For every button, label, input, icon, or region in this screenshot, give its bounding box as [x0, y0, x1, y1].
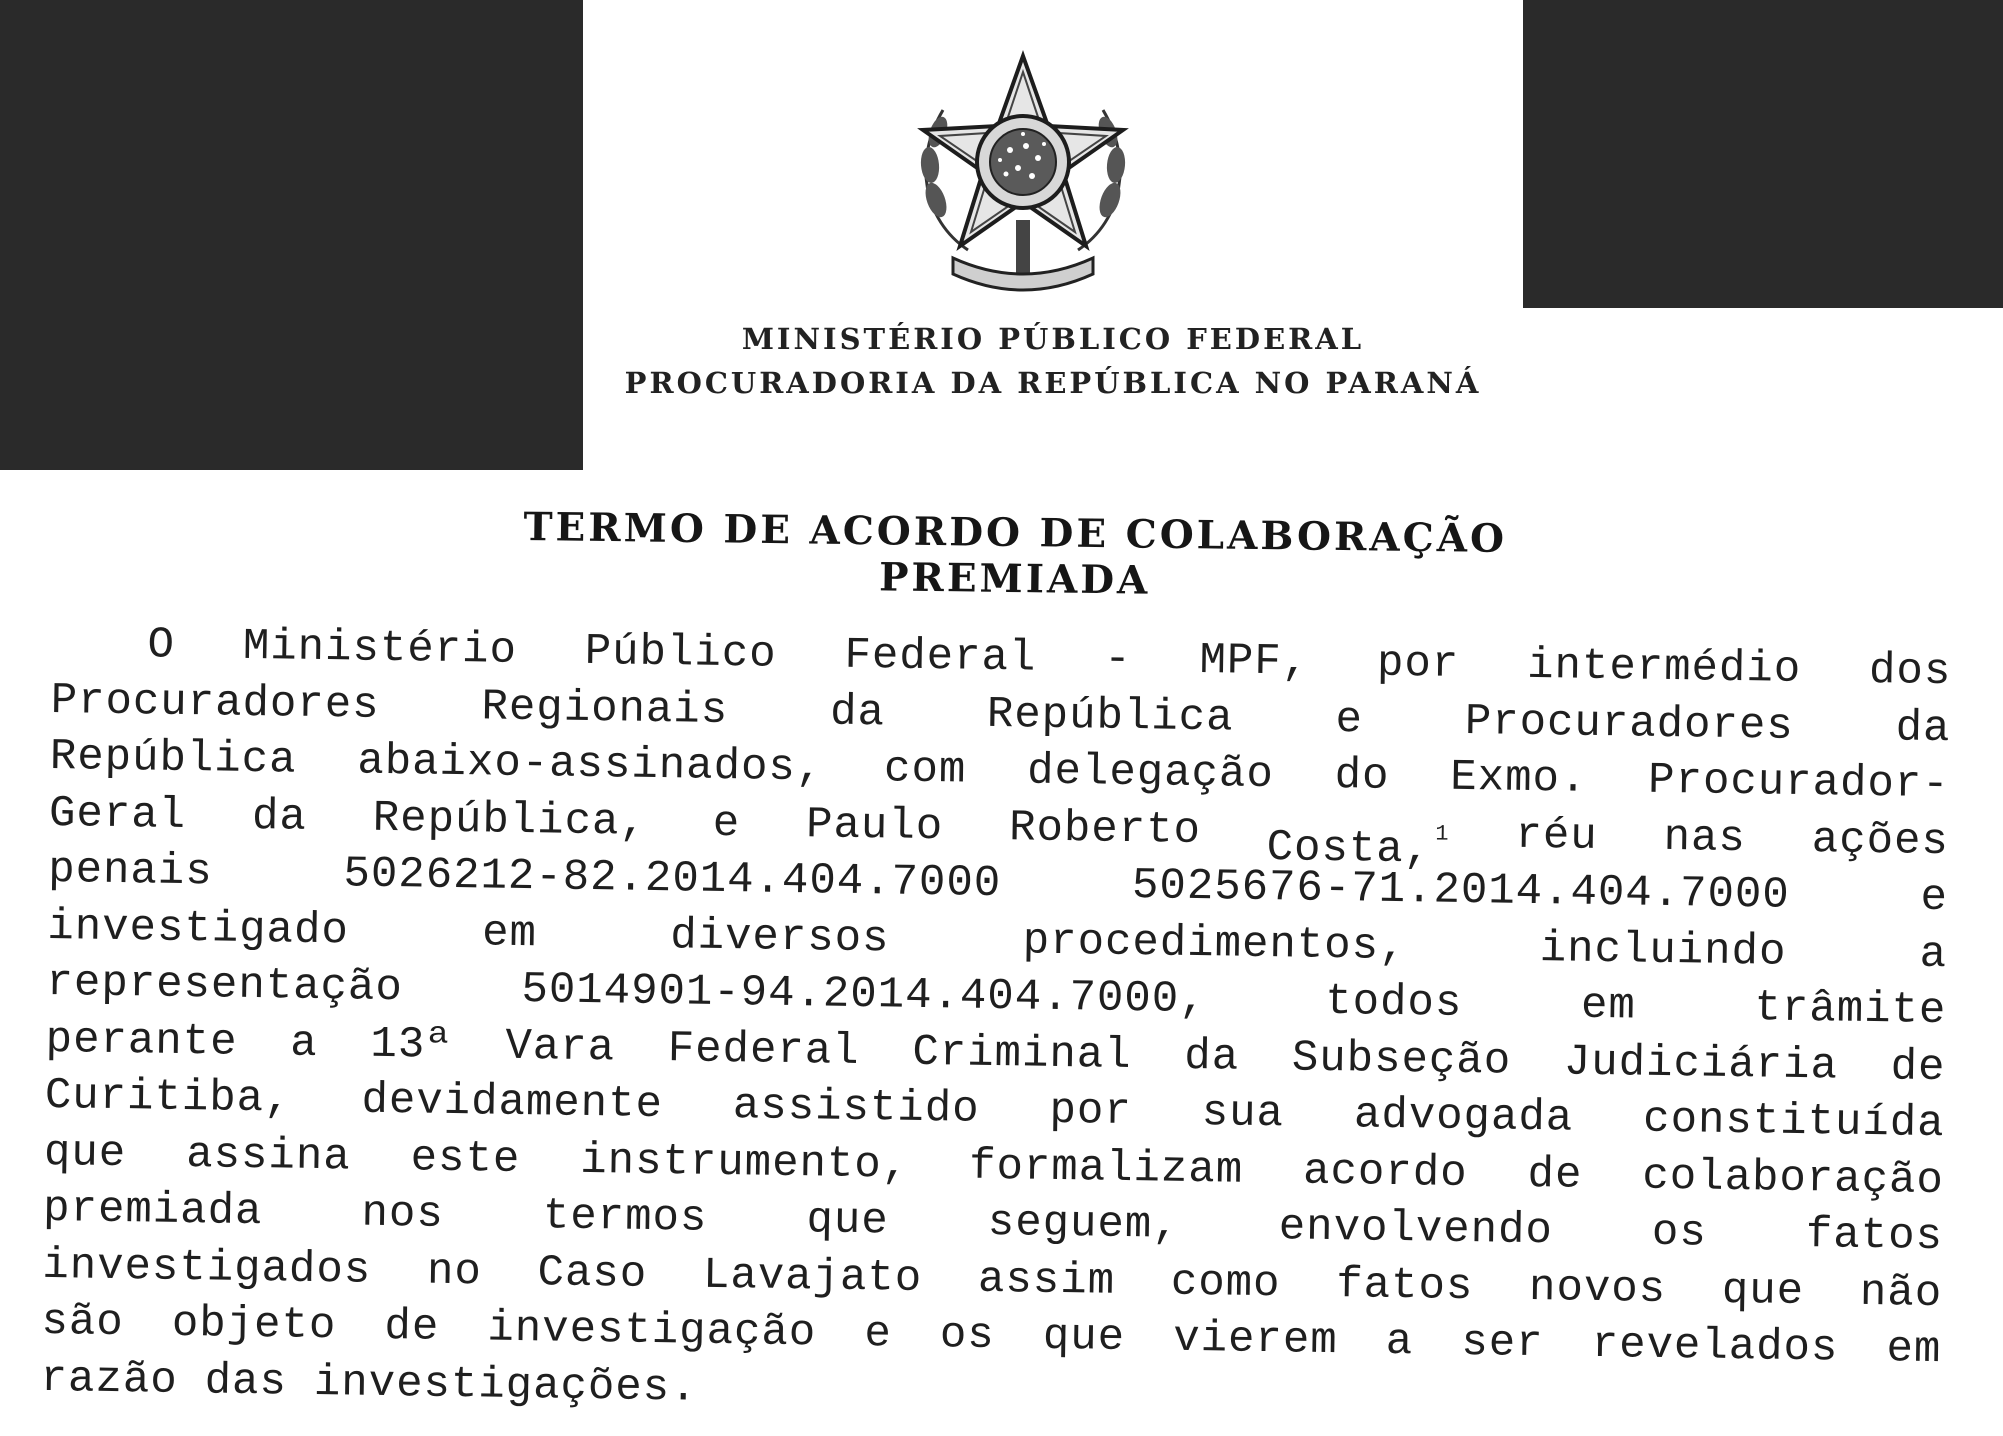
body-word: em	[481, 907, 538, 959]
body-word: em	[1580, 980, 1637, 1032]
redaction-block-left	[0, 0, 583, 470]
body-word: ações	[1811, 814, 1950, 867]
body-word: 13ª	[370, 1019, 454, 1071]
body-word: como	[1170, 1257, 1281, 1309]
body-word: penais	[47, 844, 214, 898]
body-word: de	[384, 1302, 440, 1353]
coat-of-arms-icon	[898, 50, 1148, 312]
body-word: Federal	[844, 630, 1037, 684]
body-word: dos	[1868, 645, 1952, 698]
body-word: por	[1376, 638, 1460, 690]
body-word: colaboração	[1642, 1151, 1945, 1206]
body-word: que	[1721, 1265, 1805, 1317]
body-word: razão	[40, 1353, 179, 1406]
body-paragraph	[40, 616, 1952, 1435]
body-word: os	[1651, 1207, 1708, 1259]
body-word: fatos	[1335, 1259, 1474, 1312]
body-word: a	[289, 1018, 319, 1069]
body-word: abaixo-assinados,	[357, 736, 824, 794]
body-word: investigação	[487, 1303, 817, 1359]
body-word: devidamente	[361, 1075, 664, 1131]
body-word: do	[1334, 751, 1390, 802]
body-word: novos	[1528, 1262, 1667, 1315]
body-word: Vara	[505, 1021, 616, 1073]
footnote-marker: 1	[1435, 821, 1450, 847]
body-word: este	[410, 1132, 521, 1185]
body-word: Federal	[667, 1023, 860, 1077]
body-word: por	[1049, 1085, 1133, 1138]
body-word: investigações.	[313, 1357, 698, 1414]
body-word: incluindo	[1539, 923, 1787, 978]
body-word: que	[1042, 1311, 1126, 1363]
body-word: Subseção	[1291, 1032, 1512, 1087]
body-word: representação	[46, 957, 404, 1014]
body-word: objeto	[171, 1298, 337, 1352]
body-word: Geral	[48, 788, 187, 841]
body-word: Criminal	[912, 1027, 1132, 1081]
body-word: Paulo	[805, 799, 944, 852]
body-word: investigados	[41, 1240, 372, 1296]
body-word: República	[49, 731, 297, 786]
body-word: sua	[1201, 1088, 1285, 1140]
body-word: Ministério	[242, 621, 518, 676]
body-word: constituída	[1642, 1094, 1945, 1150]
body-word: são	[41, 1296, 125, 1349]
body-word: de	[1890, 1041, 1946, 1093]
document-title: TERMO DE ACORDO DE COLABORAÇÃO PREMIADA	[523, 503, 1508, 604]
body-word: que	[43, 1127, 127, 1179]
body-word: Costa, $^1$	[1266, 821, 1450, 875]
body-word: da	[251, 791, 308, 843]
body-word: República,	[372, 793, 648, 848]
body-word: 5026212-82.2014.404.7000	[343, 849, 1002, 910]
body-word: todos	[1324, 976, 1463, 1029]
body-word: instrumento,	[579, 1135, 910, 1191]
body-word: advogada	[1353, 1090, 1574, 1144]
body-word: O	[147, 620, 176, 671]
body-word: assina	[185, 1129, 352, 1182]
body-word: Curitiba,	[44, 1070, 292, 1125]
body-word: delegação	[1026, 746, 1275, 801]
body-word: Exmo.	[1449, 752, 1588, 805]
body-word: no	[426, 1246, 483, 1297]
body-word: acordo	[1302, 1146, 1468, 1199]
body-word: vierem	[1172, 1313, 1339, 1367]
body-word: da	[829, 687, 886, 738]
body-word: 5025676-71.2014.404.7000	[1131, 861, 1791, 921]
body-word: ser	[1461, 1317, 1544, 1370]
body-word: diversos	[669, 910, 890, 964]
body-word: envolvendo	[1278, 1202, 1554, 1257]
body-word: e	[1335, 694, 1364, 745]
body-word: réu	[1515, 810, 1599, 862]
body-word: a	[1385, 1316, 1414, 1368]
body-word: revelados	[1591, 1319, 1839, 1374]
body-word: termos	[542, 1191, 708, 1244]
body-word: nas	[1663, 812, 1747, 864]
header-line-2: PROCURADORIA DA REPÚBLICA NO PARANÁ	[624, 366, 1482, 400]
body-word: Público	[584, 626, 777, 680]
body-word: das	[204, 1355, 288, 1408]
body-word: não	[1859, 1267, 1943, 1319]
body-word: Regionais	[481, 681, 729, 736]
body-word: trâmite	[1754, 983, 1947, 1037]
body-word: assistido	[732, 1081, 980, 1135]
body-word: e	[712, 798, 741, 849]
body-word: Judiciária	[1563, 1036, 1839, 1092]
body-word: e	[864, 1309, 893, 1360]
header-line-1: MINISTÉRIO PÚBLICO FEDERAL	[741, 322, 1365, 356]
body-word: os	[939, 1310, 996, 1362]
body-word: da	[1895, 702, 1951, 754]
body-word: Procuradores	[1464, 696, 1795, 752]
body-word: fatos	[1805, 1210, 1944, 1263]
body-word: intermédio	[1526, 640, 1802, 695]
body-word: -	[1103, 634, 1133, 686]
body-word: a	[1919, 929, 1948, 980]
body-word: formalizam	[968, 1141, 1244, 1196]
body-word: de	[1527, 1149, 1583, 1201]
body-word: perante	[45, 1014, 238, 1068]
body-word: Roberto	[1008, 802, 1202, 856]
body-word: assim	[977, 1254, 1116, 1307]
body-word: Procurador-	[1647, 755, 1950, 811]
body-word: investigado	[47, 901, 350, 956]
body-word: MPF,	[1199, 636, 1310, 688]
body-word: da	[1183, 1031, 1240, 1083]
body-word: seguem,	[987, 1197, 1181, 1251]
body-word: premiada	[42, 1183, 263, 1238]
body-word: Caso	[537, 1247, 648, 1300]
body-word: 5014901-94.2014.404.7000,	[521, 965, 1207, 1026]
body-word: e	[1920, 872, 1949, 924]
body-word: em	[1886, 1324, 1942, 1376]
body-word: nos	[361, 1188, 445, 1240]
body-word: que	[806, 1195, 890, 1247]
body-word: procedimentos,	[1022, 915, 1407, 972]
body-word: Procuradores	[50, 675, 380, 731]
body-word: Lavajato	[702, 1250, 923, 1304]
body-word: com	[883, 744, 967, 796]
redaction-block-right	[1523, 0, 2003, 308]
body-word: República	[986, 689, 1234, 744]
